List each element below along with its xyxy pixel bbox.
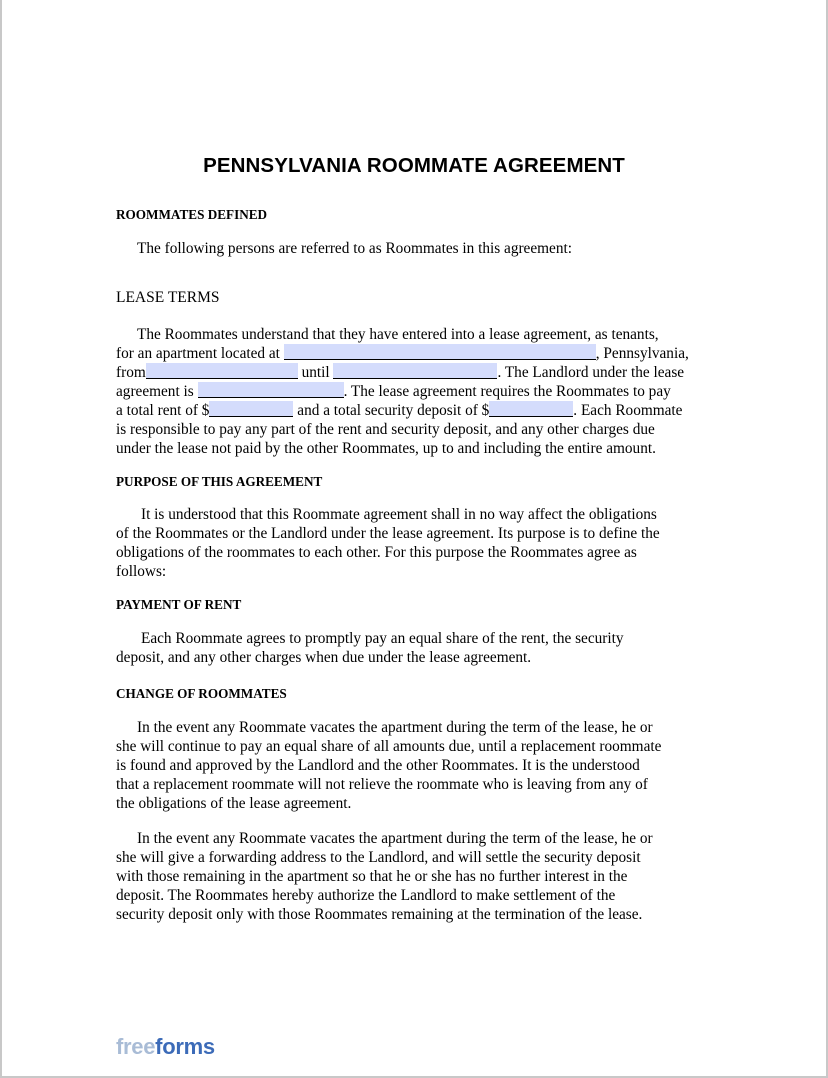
lease-line-5-text-a: a total rent of $ xyxy=(116,402,210,419)
payment-paragraph xyxy=(116,629,716,667)
lease-line-5 xyxy=(116,401,716,420)
lease-line-6: is responsible to pay any part of the rent and security deposit, and any other charges due xyxy=(116,421,655,438)
change-p2-line: In the event any Roommate vacates the apartment during the term of the lease, he or xyxy=(137,830,653,847)
section-heading-purpose: PURPOSE OF THIS AGREEMENT xyxy=(116,474,323,489)
purpose-line-3: obligations of the roommates to each other. For this purpose the Roommates agree as xyxy=(116,544,637,561)
lease-line-7: under the lease not paid by the other Roommates, up to and including the entire amount. xyxy=(116,440,656,457)
purpose-line-1: It is understood that this Roommate agreement shall in no way affect the obligations xyxy=(141,506,657,523)
freeforms-logo[interactable] xyxy=(116,1034,215,1060)
change-p2-line: security deposit only with those Roommates remaining at the termination of the lease. xyxy=(116,906,643,923)
lease-start-field[interactable] xyxy=(146,363,298,379)
purpose-line-4: follows: xyxy=(116,563,167,580)
lease-terms-paragraph xyxy=(116,325,716,458)
change-p2-line: deposit. The Roommates hereby authorize the Landlord to make settlement of the xyxy=(116,887,616,904)
change-paragraph-2 xyxy=(116,829,716,924)
logo-text-free: free xyxy=(116,1034,156,1059)
payment-line-1: Each Roommate agrees to promptly pay an equal share of the rent, the security xyxy=(141,630,624,647)
security-deposit-field[interactable] xyxy=(489,401,573,417)
lease-line-3-text-a: from xyxy=(116,364,146,381)
section-heading-lease-terms: LEASE TERMS xyxy=(116,289,220,306)
landlord-name-field[interactable] xyxy=(198,382,344,398)
lease-line-4-text-a: agreement is xyxy=(116,383,194,400)
change-p2-line: with those remaining in the apartment so that he or she has no further interest in the xyxy=(116,868,628,885)
section-heading-change-of-roommates: CHANGE OF ROOMMATES xyxy=(116,686,287,701)
section-heading-roommates-defined: ROOMMATES DEFINED xyxy=(116,207,268,222)
change-p1-line: In the event any Roommate vacates the apartment during the term of the lease, he or xyxy=(137,719,653,736)
change-p1-line: is found and approved by the Landlord and the other Roommates. It is the understood xyxy=(116,757,640,774)
change-p1-line: that a replacement roommate will not relieve the roommate who is leaving from any of xyxy=(116,776,648,793)
roommates-defined-text: The following persons are referred to as Roommates in this agreement: xyxy=(137,240,572,257)
lease-line-5-text-c: . Each Roommate xyxy=(573,402,683,419)
lease-line-4 xyxy=(116,382,716,401)
lease-line-5-text-b: and a total security deposit of $ xyxy=(297,402,490,419)
total-rent-field[interactable] xyxy=(209,401,293,417)
lease-line-3 xyxy=(116,363,716,382)
payment-line-2: deposit, and any other charges when due under the lease agreement. xyxy=(116,649,532,666)
lease-line-2 xyxy=(116,344,716,363)
lease-line-2-text-a: for an apartment located at xyxy=(116,345,280,362)
purpose-line-2: of the Roommates or the Landlord under the lease agreement. Its purpose is to define the xyxy=(116,525,660,542)
apartment-address-field[interactable] xyxy=(284,344,596,360)
lease-line-2-text-b: , Pennsylvania, xyxy=(595,345,689,362)
lease-line-4-text-b: . The lease agreement requires the Roommates to pay xyxy=(343,383,671,400)
change-p1-line: she will continue to pay an equal share of all amounts due, until a replacement roommate xyxy=(116,738,662,755)
lease-line-3-text-c: . The Landlord under the lease xyxy=(497,364,685,381)
change-p2-line: she will give a forwarding address to the Landlord, and will settle the security deposit xyxy=(116,849,641,866)
document-title: PENNSYLVANIA ROOMMATE AGREEMENT xyxy=(203,154,625,177)
lease-end-field[interactable] xyxy=(333,363,497,379)
section-heading-payment: PAYMENT OF RENT xyxy=(116,597,242,612)
lease-line-3-text-b: until xyxy=(301,364,330,381)
purpose-paragraph xyxy=(116,505,716,581)
change-paragraph-1 xyxy=(116,718,716,813)
lease-line-1: The Roommates understand that they have entered into a lease agreement, as tenants, xyxy=(137,326,659,343)
logo-text-forms: forms xyxy=(155,1034,215,1059)
change-p1-line: the obligations of the lease agreement. xyxy=(116,795,352,812)
